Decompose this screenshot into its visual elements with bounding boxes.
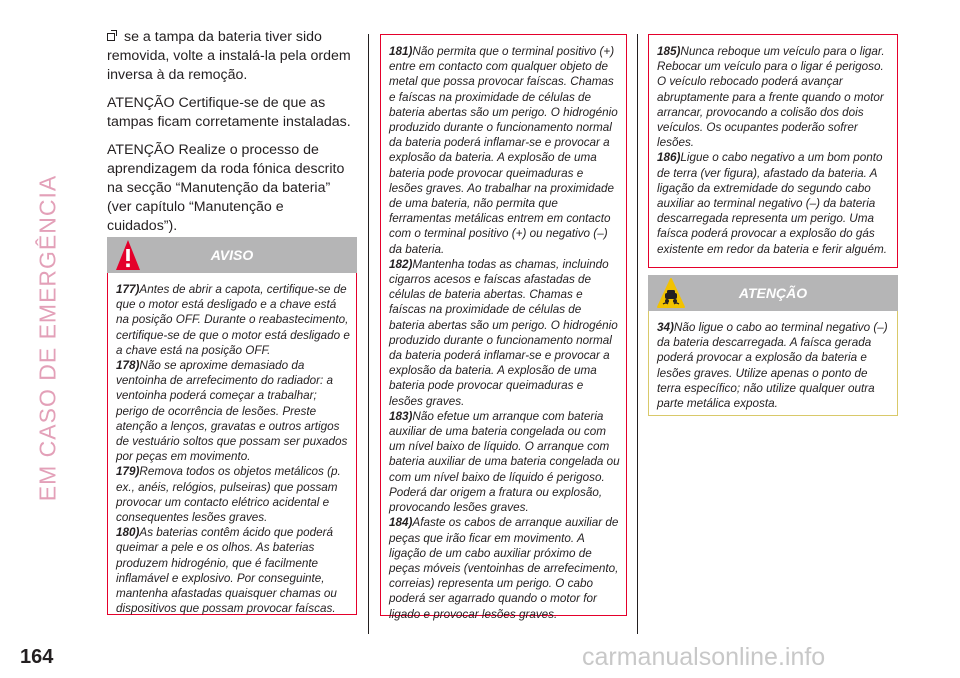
caution-title: ATENÇÃO [738,285,808,301]
warning-note: 186)Ligue o cabo negativo a um bom ponto de terra (ver figura), afastado da bateria. A ligação da extremidade do segundo cabo auxiliar ao terminal negativo (–) da bateria descarregada representa um perigo. Uma faísca poderá provocar a explosão do gás existente em redor da bateria e ferir alguém. [657,151,887,256]
chapter-title: EM CASO DE EMERGÊNCIA [34,174,61,502]
caution-block [648,275,898,416]
warning-box [107,273,357,615]
warning-note: 178)Não se aproxime demasiado da ventoinha de arrefecimento do radiador: a ventoinha poderá começar a trabalhar; perigo de ocorrência de lesões. Preste atenção a lenços, gravatas e outros artigos de vestuário soltos que possam ser puxados por peças em movimento. [116,359,348,464]
watermark: carmanualsonline.info [582,643,826,671]
warning-note: 179)Remova todos os objetos metálicos (p. ex., anéis, relógios, pulseiras) que possam provocar um contacto elétrico acidental e consequentes lesões graves. [116,465,341,525]
warning-header [107,237,357,273]
warning-block [107,237,357,615]
instruction-paragraph [107,28,357,85]
caution-note: 34)Não ligue o cabo ao terminal negativo (–) da bateria descarregada. A faísca gerada poderá provocar a explosão da bateria e lesões graves. Utilize apenas o ponto de terra específico; não utilize qualquer outra parte metálica exposta. [657,321,888,411]
warning-note: 184)Afaste os cabos de arranque auxiliar de peças que irão ficar em movimento. A ligação de um cabo auxiliar próximo de peças móveis (ventoinhas de arrefecimento, correias) representa um perigo. O cabo poderá ser agarrado quando o motor for ligado e provocar lesões graves. [389,516,619,621]
warning-title: AVISO [210,247,254,263]
column-1 [107,28,357,245]
warning-note: 183)Não efetue um arranque com bateria auxiliar de uma bateria congelada ou com um nível baixo de líquido. O arranque com bateria auxiliar de uma bateria congelada ou com um nível baixo de líquido é perigoso. Poderá dar origem a fratura ou explosão, provocando lesões graves. [389,409,620,515]
caution-icon [656,277,686,309]
checkbox-icon [107,31,118,42]
warning-box-final [648,34,898,268]
warning-note: 177)Antes de abrir a capota, certifique-se de que o motor está desligado e a chave está na posição OFF. Durante o reabastecimento, certifique-se de que o motor está desligado e a chave está na posição OFF. [116,283,350,357]
warning-note: 181)Não permita que o terminal positivo (+) entre em contacto com qualquer objeto de metal que possa provocar faíscas. Chamas e faíscas na proximidade de células de bateria abertas são um perigo. O hidrogénio produzido durante o funcionamento normal da bateria poderá inflamar-se e provocar a explosão da bateria. A explosão de uma bateria pode provocar queimaduras e lesões graves. Ao trabalhar na proximidade de uma bateria, não permita que ferramentas metálicas entrem em contacto com o terminal positivo (+) ou negativo (–) da bateria. [389,45,618,256]
warning-note: 182)Mantenha todas as chamas, incluindo cigarros acesos e faíscas afastadas de células de bateria abertas. Chamas e faíscas na proximidade de células de bateria abertas são um perigo. O hidrogénio produzido durante o funcionamento normal da bateria poderá inflamar-se e provocar a explosão da bateria. A explosão de uma bateria pode provocar queimaduras e lesões graves. [389,257,618,408]
danger-icon [115,239,141,271]
instruction-text: se a tampa da bateria tiver sido removida, volte a instalá-la pela ordem inversa à da remoção. [107,29,351,83]
page-number: 164 [20,646,54,668]
note-paragraph-covers: ATENÇÃO Certifique-se de que as tampas ficam corretamente instaladas. [107,95,351,130]
warning-note: 185)Nunca reboque um veículo para o ligar. Rebocar um veículo para o ligar é perigoso. O veículo rebocado poderá avançar abruptamente para a frente quando o motor arrancar, provocando a colisão dos dois veículos. Os ocupantes poderão sofrer lesões. [657,45,885,150]
warning-note: 180)As baterias contêm ácido que poderá queimar a pele e os olhos. As baterias produzem hidrogénio, que é facilmente inflamável e explosivo. Por conseguinte, mantenha afastadas quaisquer chamas ou dispositivos que possam provocar faíscas. [116,526,337,616]
note-paragraph-learning: ATENÇÃO Realize o processo de aprendizagem da roda fónica descrito na secção “Manutenção da bateria” (ver capítulo “Manutenção e cuidados”). [107,142,345,234]
column-divider-2 [637,34,638,634]
caution-header [648,275,898,311]
warning-box-continued [380,34,627,621]
caution-box [648,311,898,416]
column-divider-1 [368,34,369,634]
